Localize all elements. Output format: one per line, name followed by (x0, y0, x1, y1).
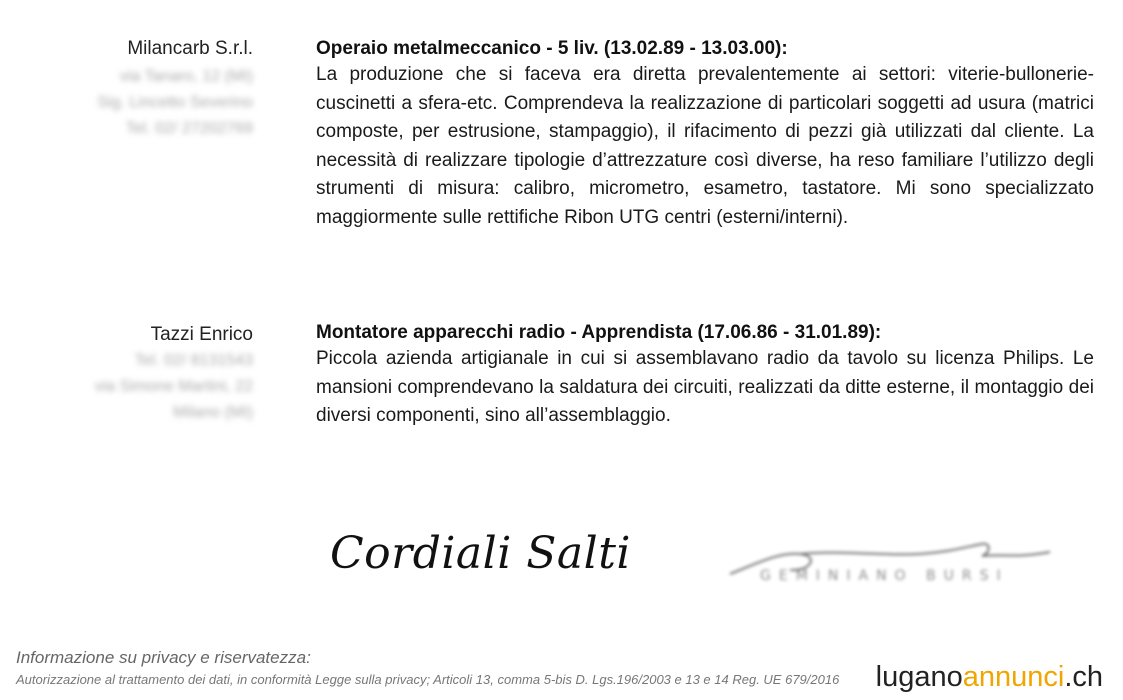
signature-image (720, 532, 1080, 588)
privacy-title: Informazione su privacy e riservatezza: (16, 648, 311, 667)
job-description: Piccola azienda artigianale in cui si assemblavano radio da tavolo su licenza Philips. Le mansioni comprendevano la saldatura dei circuiti, realizzati da ditte esterne, il montaggio dei diversi componenti, sino all’assemblaggio. (316, 348, 1094, 427)
job-title: Montatore apparecchi radio - Apprendista (17.06.86 - 31.01.89): (316, 322, 882, 343)
watermark-part: .ch (1064, 661, 1103, 693)
company-address (97, 64, 253, 142)
detail-line: Milano (MI) (172, 404, 253, 421)
closing-greeting: Cordiali Salti (330, 528, 631, 579)
job-description: La produzione che si faceva era diretta prevalentemente ai settori: viterie-bullonerie- cuscinetti a sfera-etc. Comprendeva la realizzazione di particolari soggetti ad usura (matrici composte, per estrusione, stampaggio), il rifacimento di pezzi già utilizzati dal cliente. La necessità di realizzare tipologie d’attrezzature così diverse, ha reso familiare l’utilizzo degli strumenti di misura: calibro, micrometro, esametro, tastatore. Mi sono specializzato maggiormente sulle rettifiche Ribon UTG centri (esterni/interni). (316, 64, 1094, 228)
job-title: Operaio metalmeccanico - 5 liv. (13.02.89 - 13.03.00): (316, 38, 788, 59)
watermark-part: lugano (875, 661, 963, 693)
detail-line: Sig. Lincetto Severino (97, 94, 253, 111)
detail-line: via Simone Martini, 22 (94, 378, 253, 395)
company-address (95, 348, 253, 426)
detail-line: Tel. 02/ 27202769 (125, 120, 253, 137)
company-name: Milancarb S.r.l. (127, 38, 253, 59)
detail-line: via Tanaro, 12 (MI) (119, 68, 253, 85)
watermark-part: annunci (962, 661, 1065, 693)
site-watermark (872, 660, 1107, 694)
company-name: Tazzi Enrico (150, 324, 253, 345)
signature-name: GEMINIANO BURSI (760, 568, 1009, 584)
detail-line: Tel. 02/ 8131543 (134, 352, 253, 369)
privacy-text: Autorizzazione al trattamento dei dati, in conformità Legge sulla privacy; Articoli 13, comma 5-bis D. Lgs.196/2003 e 13 e 14 Reg. UE 679/2016 (16, 672, 840, 687)
